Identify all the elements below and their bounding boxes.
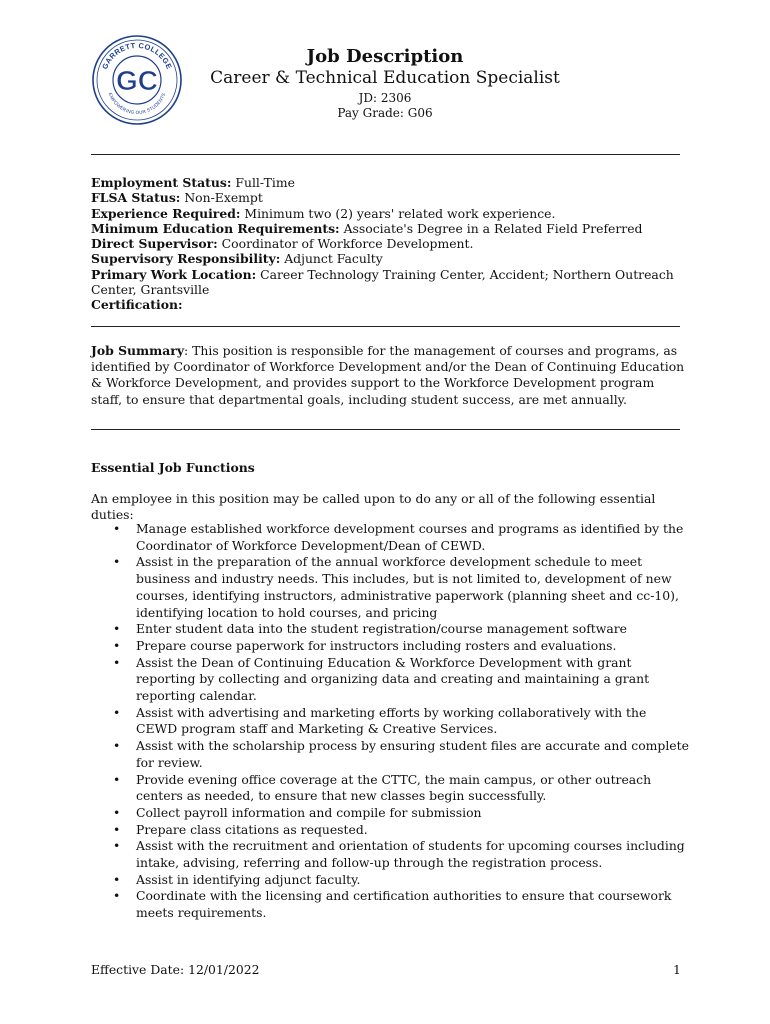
field-primary-work-location: Primary Work Location: Career Technology Training Center, Accident; Northern Outreach Center, Grantsville xyxy=(91,266,674,298)
duty-item xyxy=(91,872,691,889)
bullet-icon: • xyxy=(113,838,121,854)
duty-item xyxy=(91,655,691,705)
job-id: JD: 2306 xyxy=(358,91,412,105)
duty-text: Assist the Dean of Continuing Education & Workforce Development with grant reporting by collecting and organizing data and creating and maintaining a grant reporting calendar. xyxy=(136,654,650,704)
duty-text: Provide evening office coverage at the CTTC, the main campus, or other outreach centers as needed, to ensure that new classes begin successfully. xyxy=(136,771,652,804)
field-employment-status: Employment Status: Full-Time xyxy=(91,175,295,190)
field-supervisory-responsibility: Supervisory Responsibility: Adjunct Faculty xyxy=(91,251,383,267)
bullet-icon: • xyxy=(113,637,121,653)
duty-item xyxy=(91,554,691,621)
page-number: 1 xyxy=(673,962,681,977)
divider xyxy=(91,429,680,430)
duty-item xyxy=(91,638,691,655)
logo-letters: GC xyxy=(116,65,158,96)
field-certification: Certification: xyxy=(91,297,183,313)
section-intro: An employee in this position may be called upon to do any or all of the following essential duties: xyxy=(91,491,656,522)
bullet-icon: • xyxy=(113,654,121,670)
duty-item xyxy=(91,838,691,871)
divider xyxy=(91,326,680,327)
bullet-icon: • xyxy=(113,521,121,536)
divider xyxy=(91,154,680,155)
bullet-icon: • xyxy=(113,704,121,720)
college-seal-logo xyxy=(91,34,183,126)
job-summary-label: Job Summary xyxy=(91,343,185,358)
duty-item xyxy=(91,521,691,554)
duty-text: Collect payroll information and compile for submission xyxy=(136,804,482,820)
duty-text: Enter student data into the student registration/course management software xyxy=(136,621,628,637)
duty-text: Prepare course paperwork for instructors including rosters and evaluations. xyxy=(136,637,617,653)
duty-text: Assist with the recruitment and orientation of students for upcoming courses including intake, advising, referring and follow-up through the registration process. xyxy=(136,838,685,871)
field-direct-supervisor: Direct Supervisor: Coordinator of Workforce Development. xyxy=(91,236,474,252)
logo-top-text: GARRETT COLLEGE xyxy=(100,40,174,71)
bullet-icon: • xyxy=(113,738,121,754)
duty-text: Coordinate with the licensing and certification authorities to ensure that coursework meets requirements. xyxy=(136,888,672,921)
duty-text: Manage established workforce development courses and programs as identified by the Coordinator of Workforce Development/Dean of CEWD. xyxy=(136,521,684,553)
duty-item xyxy=(91,822,691,839)
duty-item xyxy=(91,805,691,822)
duty-text: Prepare class citations as requested. xyxy=(136,821,368,837)
job-fields xyxy=(91,175,681,313)
duty-item xyxy=(91,888,691,921)
field-flsa-status: FLSA Status: Non-Exempt xyxy=(91,190,263,206)
field-min-education: Minimum Education Requirements: Associate's Degree in a Related Field Preferred xyxy=(91,220,643,236)
bullet-icon: • xyxy=(113,888,121,904)
job-summary-text: : This position is responsible for the management of courses and programs, as identified by Coordinator of Workforce Development and/or the Dean of Continuing Education & Workforce Development, and provides support to the Workforce Development program staff, to ensure that departmental goals, including student success, are met annually. xyxy=(91,343,685,407)
page-title: Job Description xyxy=(306,46,464,67)
document-header xyxy=(180,46,590,121)
pay-grade: Pay Grade: G06 xyxy=(337,106,433,120)
duty-item xyxy=(91,705,691,738)
job-summary xyxy=(91,343,686,408)
bullet-icon: • xyxy=(113,621,121,637)
duty-text: Assist in the preparation of the annual workforce development schedule to meet business and industry needs. This includes, but is not limited to, development of new courses, identifying instructors, administrative paperwork (planning sheet and cc-10), identifying location to hold courses, and pricing xyxy=(136,554,679,620)
duty-text: Assist with the scholarship process by ensuring student files are accurate and complete for review. xyxy=(136,738,689,770)
logo-bottom-text: EMPOWERING OUR STUDENTS xyxy=(107,92,167,116)
field-experience-required: Experience Required: Minimum two (2) years' related work experience. xyxy=(91,205,556,221)
bullet-icon: • xyxy=(113,554,121,570)
job-title: Career & Technical Education Specialist xyxy=(210,68,560,88)
duty-item xyxy=(91,772,691,805)
duty-text: Assist in identifying adjunct faculty. xyxy=(136,871,361,887)
bullet-icon: • xyxy=(113,821,121,837)
duty-text: Assist with advertising and marketing efforts by working collaboratively with the CEWD program staff and Marketing & Creative Services. xyxy=(136,704,647,737)
duties-list xyxy=(91,521,691,922)
bullet-icon: • xyxy=(113,804,121,820)
duty-item xyxy=(91,738,691,771)
bullet-icon: • xyxy=(113,871,121,887)
duty-item xyxy=(91,621,691,638)
effective-date: Effective Date: 12/01/2022 xyxy=(91,962,260,977)
bullet-icon: • xyxy=(113,771,121,787)
section-heading: Essential Job Functions xyxy=(91,460,255,475)
